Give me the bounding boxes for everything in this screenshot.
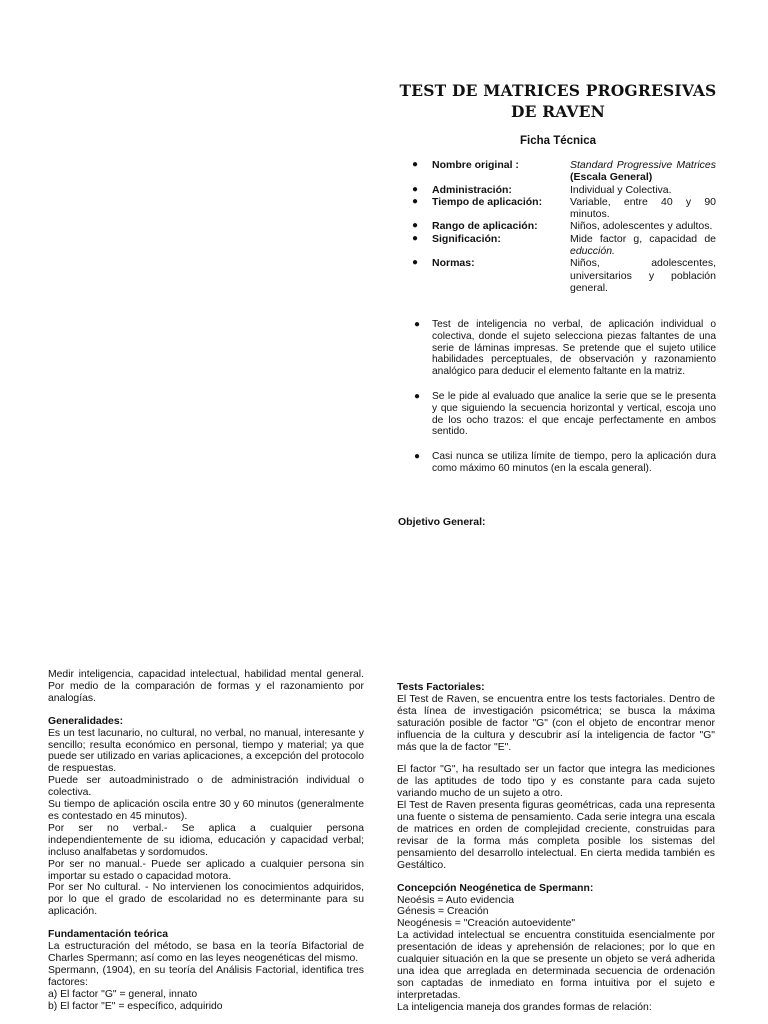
bullet-icon: ● (414, 390, 421, 402)
right-column (397, 682, 715, 1014)
ficha-value: Mide factor g, capacidad de educción. (570, 232, 716, 258)
ficha-value: Niños, adolescentes, universitarios y población general. (570, 257, 716, 294)
ficha-row-significacion (412, 233, 716, 258)
paragraph: Por ser No cultural. - No intervienen los conocimientos adquiridos, por lo que el grado de escolaridad no es determinante para su aplicación. (48, 882, 364, 918)
paragraph: a) El factor "G" = general, innato (48, 988, 198, 1000)
paragraph: Es un test lacunario, no cultural, no verbal, no manual, interesante y sencillo; resulta económico en personal, tiempo y material; ya que puede ser utilizado en varias aplicaciones, a excepción del protocolo de respuestas. (48, 727, 364, 775)
ficha-row-rango (412, 220, 716, 232)
bullet-icon: ● (412, 183, 419, 195)
paragraph: Neogénesis = "Creación autoevidente" (397, 918, 576, 930)
section-subtitle: Ficha Técnica (519, 135, 597, 147)
list-item (414, 319, 716, 378)
paragraph: Spermann, (1904), en su teoría del Análisis Factorial, identifica tres factores: (48, 964, 364, 988)
paragraph: Su tiempo de aplicación oscila entre 30 y 60 minutos (generalmente es contestado en 45 minutos). (48, 799, 364, 822)
ficha-label: Normas: (432, 257, 475, 270)
document-title: TEST DE MATRICES PROGRESIVAS DE RAVEN (399, 81, 717, 121)
paragraph: Neoésis = Auto evidencia (397, 894, 514, 906)
bullet-text: Se le pide al evaluado que analice la serie que se le presenta y que siguiendo la secuencia horizontal y vertical, escoja uno de los ocho trazos: el que encaje perfectamente en ambos sentido. (432, 390, 716, 438)
paragraph: El Test de Raven presenta figuras geométricas, cada una representa una fuente o sistema de pensamiento. Cada serie integra una escala de matrices en orden de complejidad creciente, construidas para revisar de la forma más completa posible los sistemas del pensamiento del desarrollo intelectual. En cierta medida también es Gestáltico. (397, 800, 715, 871)
generalidades-heading: Generalidades: (48, 715, 124, 727)
bullet-icon: ● (412, 220, 419, 232)
ficha-row-administracion (412, 184, 716, 196)
ficha-label: Nombre original : (432, 159, 519, 171)
ficha-tecnica-list (412, 159, 716, 294)
paragraph: La inteligencia maneja dos grandes formas de relación: (397, 1001, 652, 1013)
paragraph: La estructuración del método, se basa en la teoría Bifactorial de Charles Spermann; así como en las leyes neogenéticas del mismo. (48, 941, 364, 964)
objetivo-text: Medir inteligencia, capacidad intelectual, habilidad mental general. Por medio de la comparación de formas y el razonamiento por analogías. (48, 669, 364, 704)
paragraph: El Test de Raven, se encuentra entre los tests factoriales. Dentro de ésta línea de investigación psicométrica; se busca la máxima saturación posible de factor "G" (con el objeto de encontrar menor influencia de la cultura y descubrir así la inteligencia de factor "G" más que la de factor "E". (397, 693, 715, 753)
paragraph: Por ser no verbal.- Se aplica a cualquier persona independientemente de su idioma, educación y capacidad verbal; incluso analfabetas y sordomudos. (48, 822, 364, 858)
bullet-text: Casi nunca se utiliza límite de tiempo, pero la aplicación dura como máximo 60 minutos (en la escala general). (432, 451, 716, 474)
ficha-label: Tiempo de aplicación: (432, 195, 543, 208)
ficha-value: Niños, adolescentes y adultos. (570, 220, 713, 233)
bullet-text: Test de inteligencia no verbal, de aplicación individual o colectiva, donde el sujeto selecciona piezas faltantes de una serie de láminas impresas. Se pretende que el sujeto utilice habilidades perceptuales, de observación y razonamiento analógico para deducir el elemento faltante en la matriz. (432, 319, 716, 378)
bullet-icon: ● (412, 257, 419, 269)
ficha-row-tiempo (412, 196, 716, 221)
objetivo-heading: Objetivo General: (398, 516, 486, 528)
concepcion-heading: Concepción Neogénetica de Spermann: (397, 882, 594, 894)
fundamentacion-heading: Fundamentación teórica (48, 929, 169, 941)
ficha-row-nombre (412, 159, 716, 184)
paragraph: La actividad intelectual se encuentra constituida esencialmente por presentación de ideas y aprehensión de relaciones; por lo que en cualquier situación en la que se presente un objeto se verá adherida una idea que arreglada en determinada secuencia de ordenación son captadas de inmediato en forma intuitiva por el sujeto e interpretadas. (397, 930, 715, 1001)
paragraph: El factor "G", ha resultado ser un factor que integra las mediciones de las aptitudes de todo tipo y es constante para cada sujeto variando mucho de un sujeto a otro. (397, 764, 715, 800)
ficha-row-normas (412, 257, 716, 294)
bullet-icon: ● (412, 232, 419, 244)
bullet-icon: ● (412, 195, 419, 207)
ficha-label: Administración: (432, 183, 512, 196)
left-column (48, 669, 364, 1012)
description-bullets (414, 319, 716, 488)
paragraph: Por ser no manual.- Puede ser aplicado a cualquier persona sin importar su estado o capacidad motora. (48, 858, 364, 882)
ficha-label: Significación: (432, 232, 501, 245)
ficha-value: Variable, entre 40 y 90 minutos. (570, 195, 716, 221)
bullet-icon: ● (414, 451, 421, 463)
list-item (414, 391, 716, 438)
ficha-label: Rango de aplicación: (432, 220, 538, 233)
tests-factoriales-heading: Tests Factoriales: (397, 682, 485, 693)
bullet-icon: ● (412, 159, 419, 170)
list-item (414, 451, 716, 475)
paragraph: Génesis = Creación (397, 906, 489, 918)
paragraph: b) El factor "E" = específico, adquirido (48, 1000, 223, 1012)
ficha-value: Individual y Colectiva. (570, 183, 672, 196)
bullet-icon: ● (414, 319, 421, 330)
paragraph: Puede ser autoadministrado o de administración individual o colectiva. (48, 775, 364, 799)
ficha-value: Standard Progressive Matrices (Escala General) (570, 159, 716, 184)
